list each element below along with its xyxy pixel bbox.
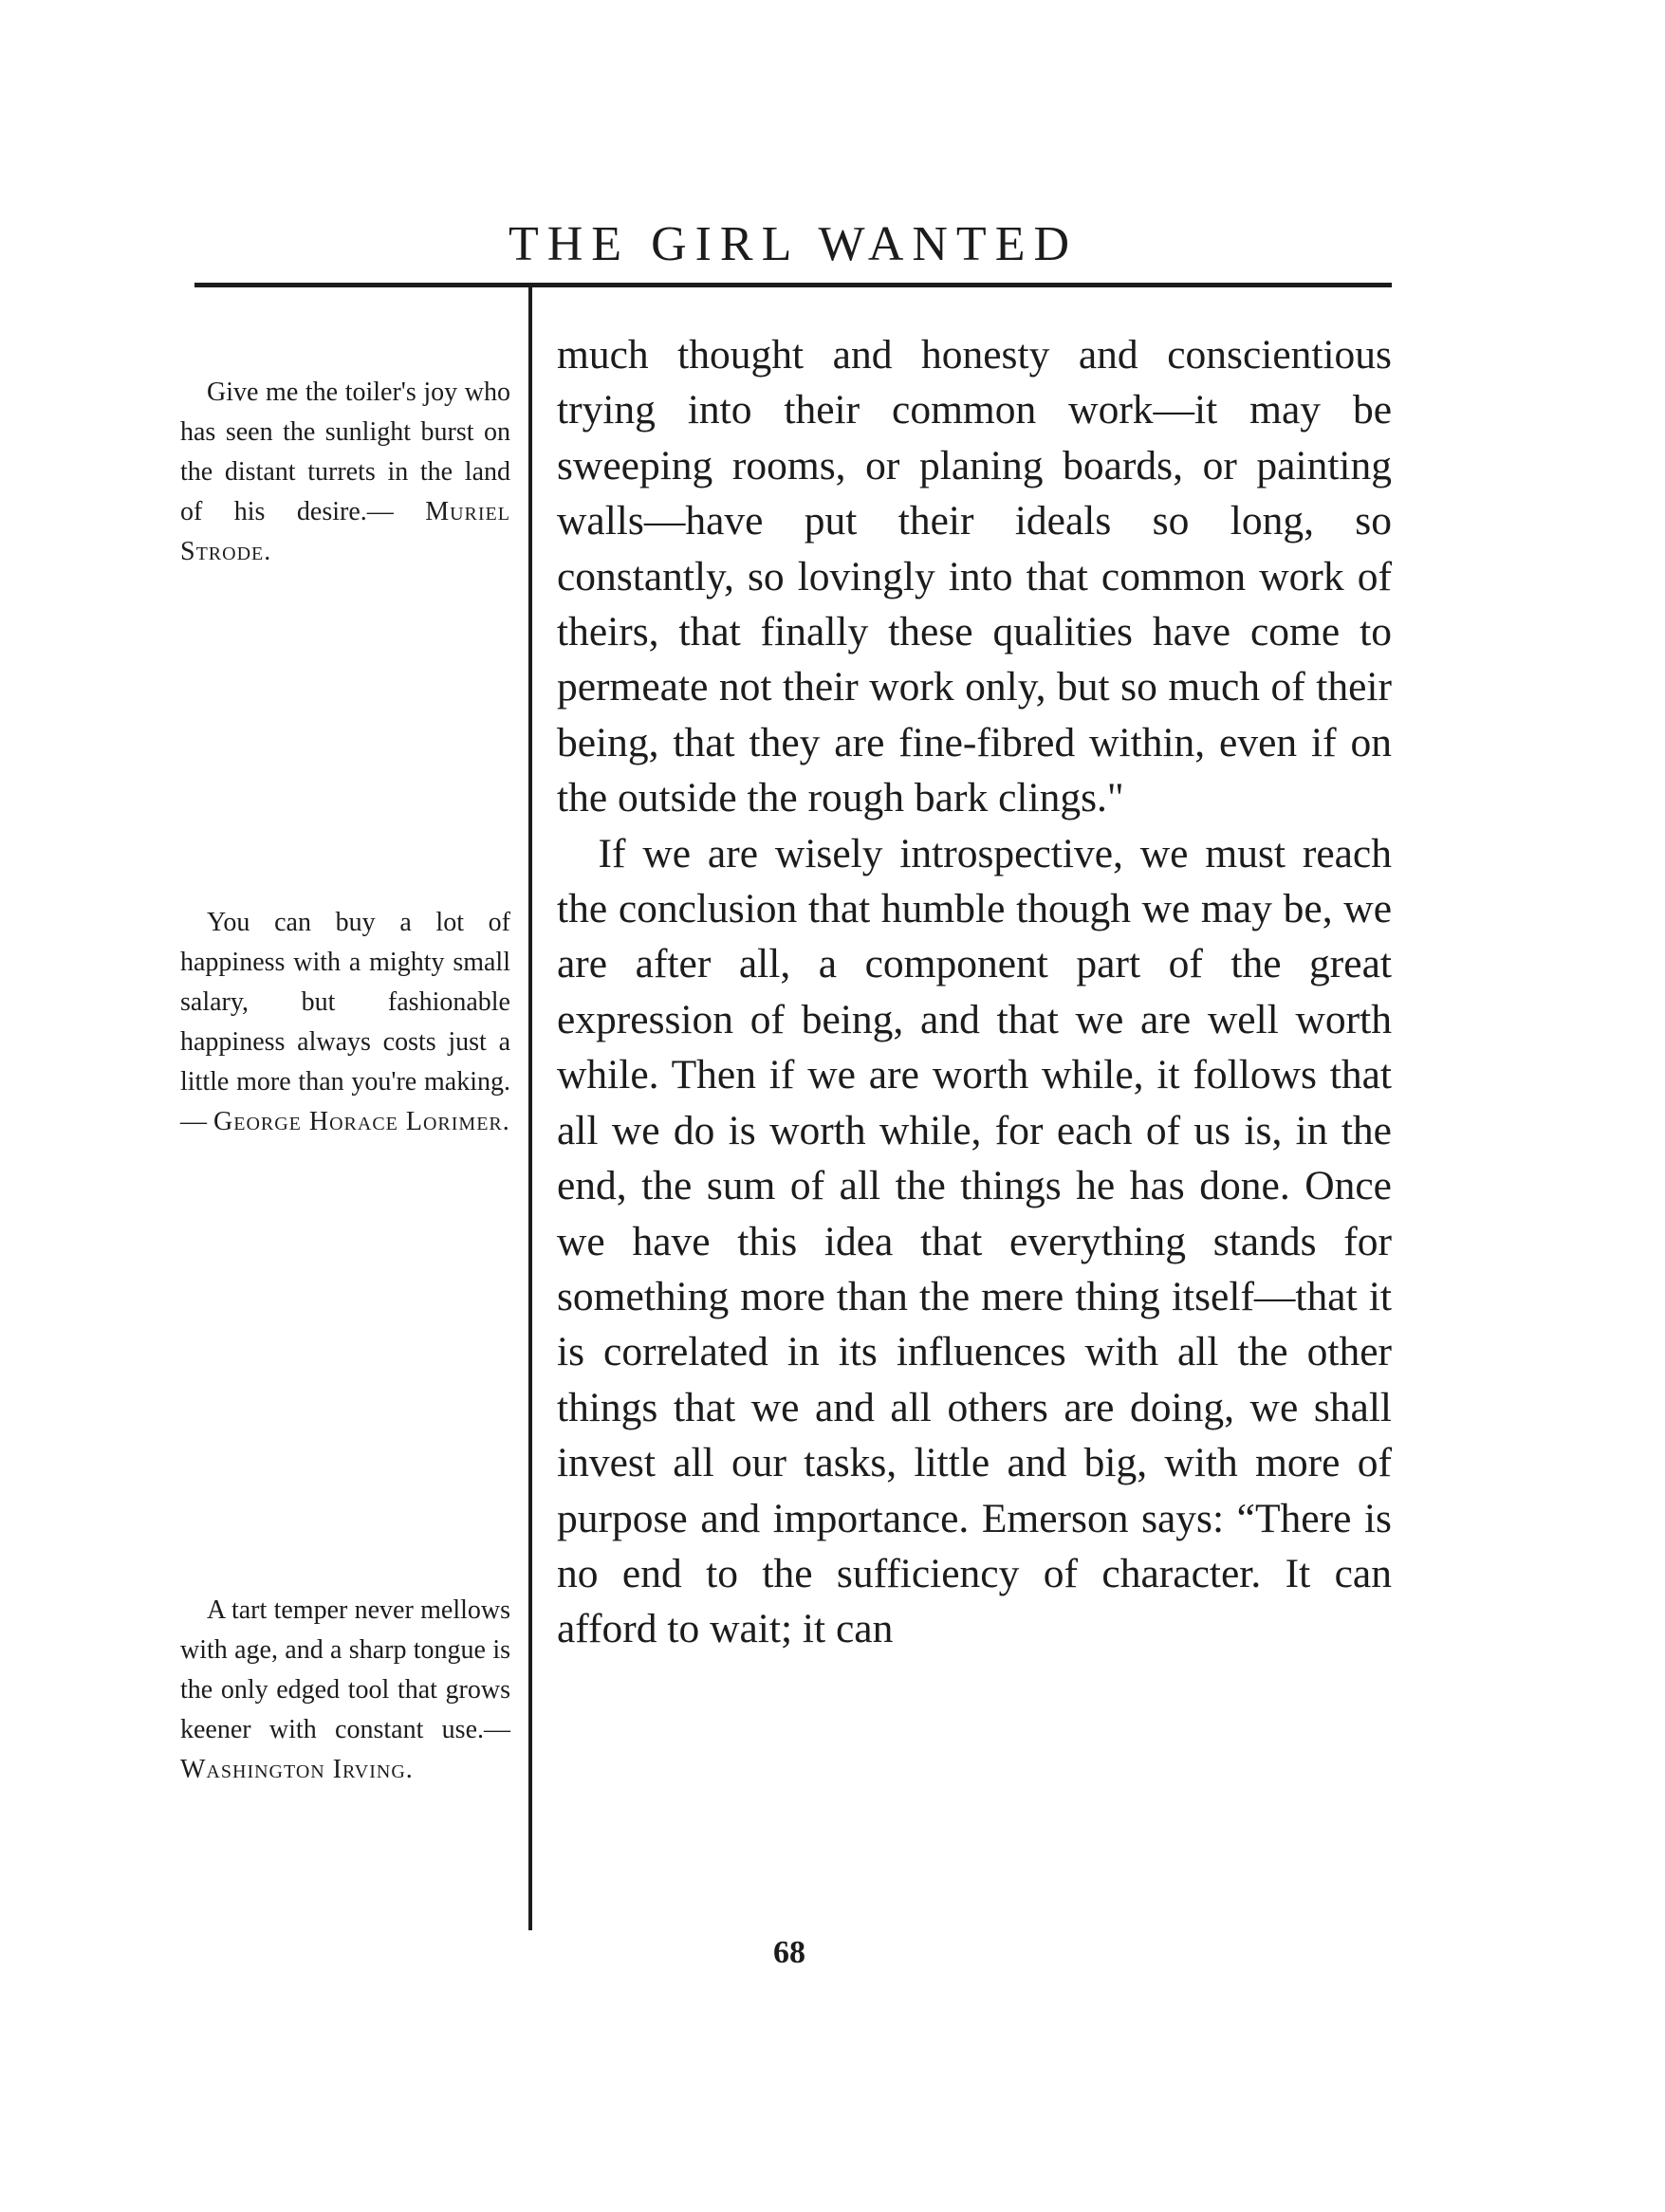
sidenote-quote — [180, 373, 510, 572]
sidenote-author: George Horace Lorimer. — [213, 1107, 510, 1136]
sidenote-text: A tart temper never mellows with age, and a sharp tongue is the only edged tool that grows keener with constant use.— — [180, 1595, 510, 1744]
header-rule — [194, 283, 1392, 287]
page-number: 68 — [773, 1935, 805, 1970]
body-paragraph: If we are wisely introspective, we must reach the conclusion that humble though we may be, we are after all, a component part of the great expression of being, and that we are well worth while. Then if we are worth while, it follows that all we do is worth while, for each of us is, in the end, the sum of all the things he has done. Once we have this idea that everything stands for something more than the mere thing itself—that it is correlated in its influences with all the other things that we and all others are doing, we shall invest all our tasks, little and big, with more of purpose and importance. Emerson says: “There is no end to the sufficiency of character. It can afford to wait; it can — [557, 830, 1392, 1652]
sidenote-text: Give me the toiler's joy who has seen the sunlight burst on the distant turrets in the land of his desire.— — [180, 378, 510, 526]
body-paragraph: much thought and honesty and conscientious trying into their common work—it may be sweeping rooms, or planing boards, or painting walls—have put their ideals so long, so constantly, so lovingly into that common work of theirs, that finally these qualities have come to permeate not their work only, but so much of their being, that they are fine-fibred within, even if on the outside the rough bark clings." — [557, 332, 1392, 821]
sidenote-author: Washington Irving. — [180, 1755, 414, 1784]
sidenote-quote — [180, 903, 510, 1142]
column-divider — [528, 285, 532, 1930]
body-text — [557, 327, 1392, 1657]
sidenote-author: Muriel Strode. — [180, 497, 510, 566]
sidenote-quote — [180, 1591, 510, 1790]
running-header: THE GIRL WANTED — [508, 217, 1079, 271]
sidenote-text: You can buy a lot of happiness with a mighty small salary, but fashionable happiness always costs just a little more than you're making. — — [180, 908, 510, 1136]
